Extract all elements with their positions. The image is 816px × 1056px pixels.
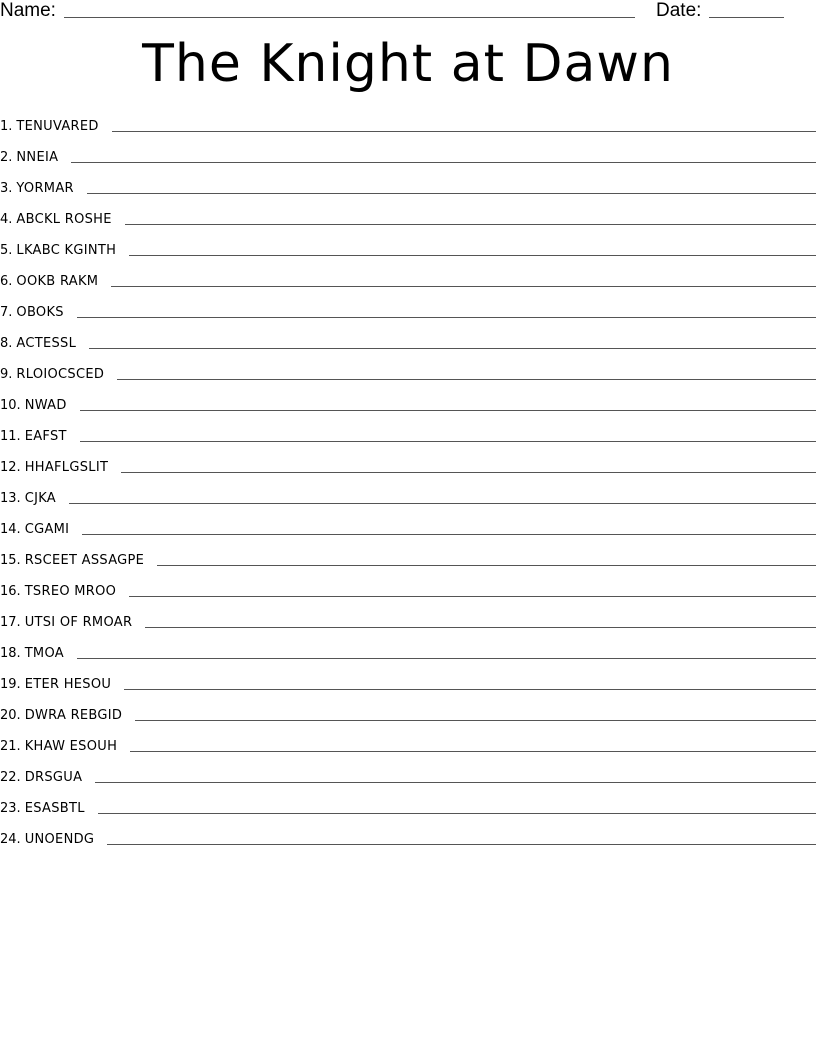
scrambled-word: TSREO MROO xyxy=(24,584,117,599)
clue-number: 15. xyxy=(0,553,21,568)
scrambled-word: DWRA REBGID xyxy=(24,708,123,723)
clue-number: 21. xyxy=(0,739,21,754)
list-item xyxy=(0,199,816,230)
list-item xyxy=(0,602,816,633)
date-label: Date: xyxy=(656,0,702,21)
list-item xyxy=(0,447,816,478)
scrambled-word: ABCKL ROSHE xyxy=(16,212,112,227)
date-field[interactable] xyxy=(709,17,784,18)
clue-number: 5. xyxy=(0,243,13,258)
answer-line[interactable] xyxy=(98,812,816,814)
scrambled-word: ESASBTL xyxy=(24,801,85,816)
clue-number: 14. xyxy=(0,522,21,537)
list-item xyxy=(0,416,816,447)
scrambled-word: ETER HESOU xyxy=(24,677,112,692)
list-item xyxy=(0,788,816,819)
list-item xyxy=(0,106,816,137)
scrambled-word: ACTESSL xyxy=(16,336,77,351)
clue-number: 22. xyxy=(0,770,21,785)
list-item xyxy=(0,726,816,757)
scrambled-word: YORMAR xyxy=(16,181,74,196)
clue-number: 12. xyxy=(0,460,21,475)
list-item xyxy=(0,540,816,571)
answer-line[interactable] xyxy=(112,130,816,132)
scrambled-word: RLOIOCSCED xyxy=(16,367,105,382)
list-item xyxy=(0,261,816,292)
list-item xyxy=(0,292,816,323)
answer-line[interactable] xyxy=(107,843,816,845)
clue-number: 19. xyxy=(0,677,21,692)
list-item xyxy=(0,819,816,850)
scrambled-word: CGAMI xyxy=(24,522,70,537)
answer-line[interactable] xyxy=(121,471,816,473)
page-title: The Knight at Dawn xyxy=(142,34,674,94)
answer-line[interactable] xyxy=(130,750,816,752)
clue-number: 8. xyxy=(0,336,13,351)
worksheet-header xyxy=(0,0,816,26)
answer-line[interactable] xyxy=(77,657,816,659)
scrambled-word: TMOA xyxy=(24,646,64,661)
clue-number: 6. xyxy=(0,274,13,289)
name-field[interactable] xyxy=(64,17,635,18)
answer-line[interactable] xyxy=(157,564,816,566)
scrambled-word: OBOKS xyxy=(16,305,64,320)
list-item xyxy=(0,478,816,509)
list-item xyxy=(0,354,816,385)
clue-number: 10. xyxy=(0,398,21,413)
answer-line[interactable] xyxy=(80,409,816,411)
clue-number: 1. xyxy=(0,119,13,134)
scrambled-word: OOKB RAKM xyxy=(16,274,99,289)
list-item xyxy=(0,571,816,602)
clue-number: 18. xyxy=(0,646,21,661)
answer-line[interactable] xyxy=(82,533,816,535)
answer-line[interactable] xyxy=(135,719,816,721)
clue-number: 24. xyxy=(0,832,21,847)
clue-number: 13. xyxy=(0,491,21,506)
answer-line[interactable] xyxy=(77,316,816,318)
scrambled-word: TENUVARED xyxy=(16,119,99,134)
list-item xyxy=(0,509,816,540)
answer-line[interactable] xyxy=(87,192,816,194)
answer-line[interactable] xyxy=(69,502,816,504)
scrambled-word: RSCEET ASSAGPE xyxy=(24,553,145,568)
scrambled-word: NNEIA xyxy=(16,150,59,165)
answer-line[interactable] xyxy=(89,347,816,349)
answer-line[interactable] xyxy=(145,626,816,628)
scrambled-word: UTSI OF RMOAR xyxy=(24,615,133,630)
scrambled-word: HHAFLGSLIT xyxy=(24,460,109,475)
answer-line[interactable] xyxy=(80,440,816,442)
answer-line[interactable] xyxy=(129,254,816,256)
list-item xyxy=(0,230,816,261)
clue-number: 4. xyxy=(0,212,13,227)
clue-number: 20. xyxy=(0,708,21,723)
answer-line[interactable] xyxy=(124,688,816,690)
clue-number: 7. xyxy=(0,305,13,320)
scrambled-word: LKABC KGINTH xyxy=(16,243,117,258)
answer-line[interactable] xyxy=(129,595,816,597)
list-item xyxy=(0,385,816,416)
list-item xyxy=(0,664,816,695)
clue-number: 3. xyxy=(0,181,13,196)
scrambled-word: DRSGUA xyxy=(24,770,83,785)
answer-line[interactable] xyxy=(117,378,816,380)
clue-number: 11. xyxy=(0,429,21,444)
scrambled-word: CJKA xyxy=(24,491,56,506)
clue-number: 9. xyxy=(0,367,13,382)
answer-line[interactable] xyxy=(95,781,816,783)
name-label: Name: xyxy=(0,0,56,21)
scrambled-word: EAFST xyxy=(24,429,67,444)
list-item xyxy=(0,633,816,664)
scrambled-word: UNOENDG xyxy=(24,832,95,847)
clue-number: 17. xyxy=(0,615,21,630)
scrambled-word: NWAD xyxy=(24,398,67,413)
clue-number: 16. xyxy=(0,584,21,599)
answer-line[interactable] xyxy=(71,161,816,163)
clue-number: 2. xyxy=(0,150,13,165)
list-item xyxy=(0,323,816,354)
scrambled-word: KHAW ESOUH xyxy=(24,739,118,754)
answer-line[interactable] xyxy=(125,223,816,225)
list-item xyxy=(0,168,816,199)
list-item xyxy=(0,137,816,168)
clue-number: 23. xyxy=(0,801,21,816)
scramble-list xyxy=(0,106,816,850)
list-item xyxy=(0,695,816,726)
list-item xyxy=(0,757,816,788)
answer-line[interactable] xyxy=(111,285,816,287)
